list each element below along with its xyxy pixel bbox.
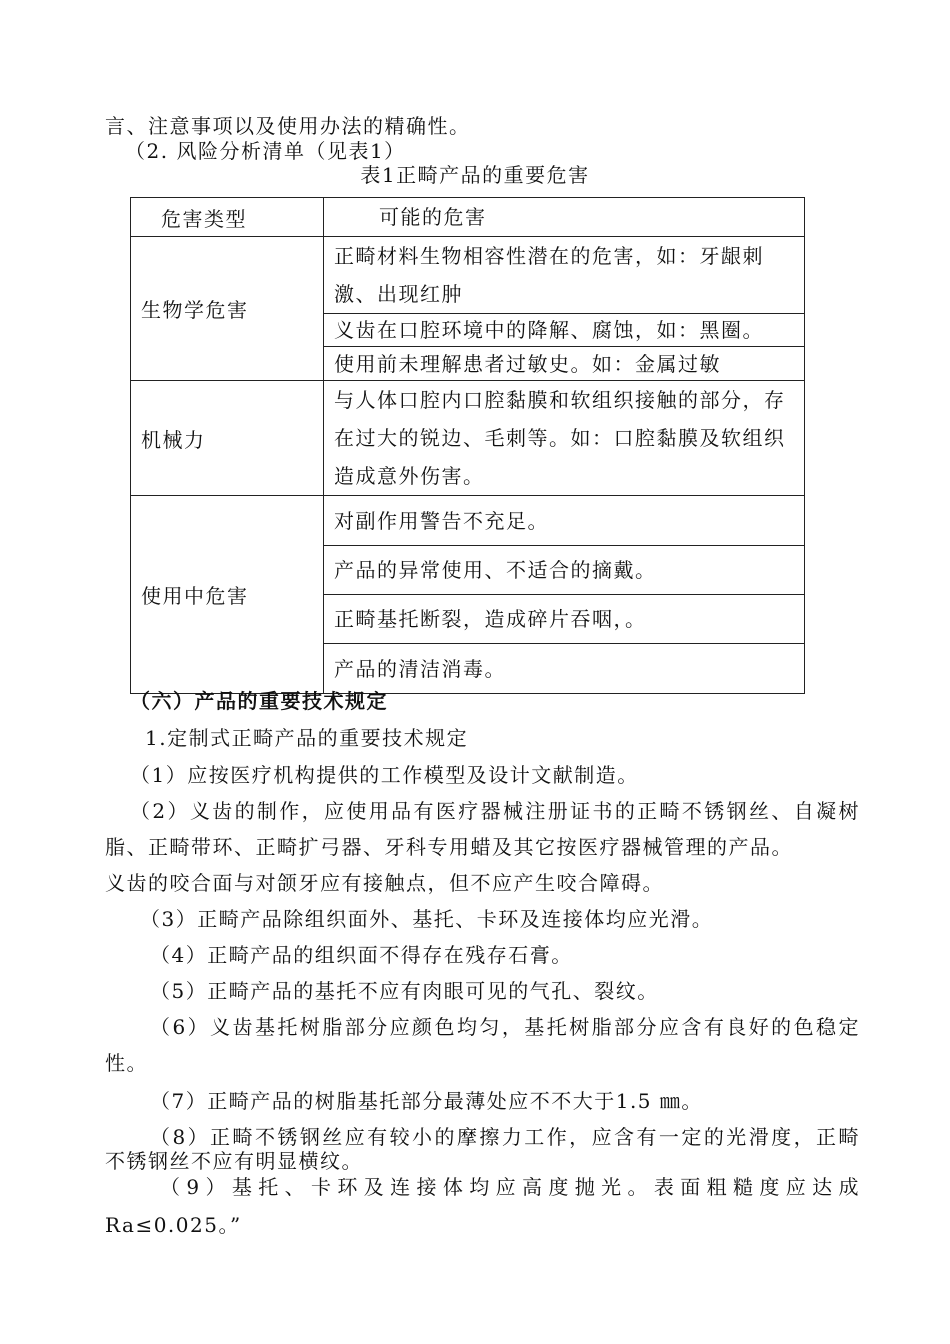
hazard-table <box>130 197 805 694</box>
spec-item-1: （1）应按医疗机构提供的工作模型及设计文献制造。 <box>130 763 639 787</box>
spec-item-9: （9）基托、卡环及连接体均应高度抛光。表面粗糙度应达成 <box>160 1175 860 1199</box>
spec-item-2: （2）义齿的制作，应使用品有医疗器械注册证书的正畸不锈钢丝、自凝树 <box>130 799 860 823</box>
hazard-cell: 正畸基托断裂，造成碎片吞咽，。 <box>324 595 805 644</box>
spec-item-4: （4）正畸产品的组织面不得存在残存石膏。 <box>150 943 573 967</box>
category-cell: 机械力 <box>131 381 324 496</box>
table-caption: 表1正畸产品的重要危害 <box>360 163 590 187</box>
spec-item-8: （8）正畸不锈钢丝应有较小的摩擦力工作，应含有一定的光滑度，正畸 <box>150 1125 860 1149</box>
intro-line-2: （2. 风险分析清单（见表1） <box>125 139 406 163</box>
hazard-cell: 产品的清洁消毒。 <box>324 644 805 694</box>
spec-item-2-cont2: 义齿的咬合面与对颌牙应有接触点，但不应产生咬合障碍。 <box>105 871 664 895</box>
subsection-title: 1.定制式正畸产品的重要技术规定 <box>145 726 469 750</box>
header-possible-hazard: 可能的危害 <box>324 198 805 237</box>
hazard-cell: 正畸材料生物相容性潜在的危害，如：牙龈刺激、出现红肿 <box>324 237 805 314</box>
hazard-cell: 产品的异常使用、不适合的摘戴。 <box>324 546 805 595</box>
hazard-cell: 对副作用警告不充足。 <box>324 496 805 546</box>
spec-item-5: （5）正畸产品的基托不应有肉眼可见的气孔、裂纹。 <box>150 979 659 1003</box>
hazard-cell: 义齿在口腔环境中的降解、腐蚀，如：黑圈。 <box>324 314 805 347</box>
table-row <box>131 237 805 314</box>
spec-item-8-cont: 不锈钢丝不应有明显横纹。 <box>105 1149 363 1173</box>
spec-item-6: （6）义齿基托树脂部分应颜色均匀，基托树脂部分应含有良好的色稳定 <box>150 1015 860 1039</box>
spec-item-9-cont: Ra≤0.025。” <box>105 1213 242 1237</box>
hazard-cell: 与人体口腔内口腔黏膜和软组织接触的部分，存在过大的锐边、毛刺等。如：口腔黏膜及软组织造成意外伤害。 <box>324 381 805 496</box>
spec-item-3: （3）正畸产品除组织面外、基托、卡环及连接体均应光滑。 <box>140 907 714 931</box>
spec-item-2-cont: 脂、正畸带环、正畸扩弓器、牙科专用蜡及其它按医疗器械管理的产品。 <box>105 835 793 859</box>
table-row <box>131 496 805 546</box>
spec-item-7: （7）正畸产品的树脂基托部分最薄处应不不大于1.5 ㎜。 <box>150 1089 703 1113</box>
section-heading: （六）产品的重要技术规定 <box>130 689 388 713</box>
table-row <box>131 381 805 496</box>
table-header-row <box>131 198 805 237</box>
category-cell: 生物学危害 <box>131 237 324 381</box>
spec-item-6-cont: 性。 <box>105 1051 148 1075</box>
header-hazard-type: 危害类型 <box>131 198 324 237</box>
category-cell: 使用中危害 <box>131 496 324 694</box>
intro-line-1: 言、注意事项以及使用办法的精确性。 <box>105 114 471 138</box>
hazard-cell: 使用前未理解患者过敏史。如：金属过敏 <box>324 347 805 381</box>
